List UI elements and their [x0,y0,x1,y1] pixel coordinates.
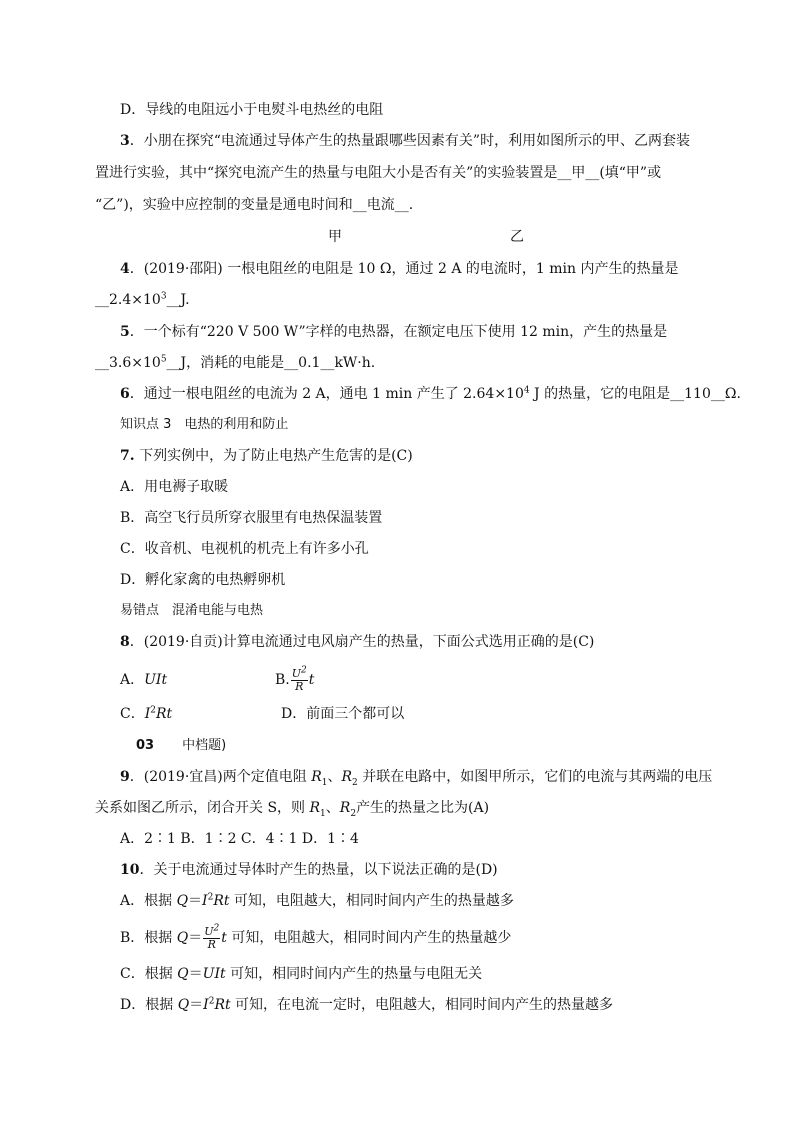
q9-line1: 9．(2019·宜昌)两个定值电阻 $R_1$、$R_2$ 并联在电路中，如图甲所示，它们的电流与其两端的电压 [120,769,713,788]
q5-line2: $\_\_3.6\times 10^5\_\_J$，消耗的电能是__0.1__kW·h. [95,354,376,371]
q4-line1: 4．(2019·邵阳) 一根电阻丝的电阻是 10 Ω，通过 2 A 的电流时，1 min 内产生的热量是 [120,261,679,277]
q5-answer2: __0.1__ [284,355,335,371]
q3-number: 3 [120,133,130,149]
q10-stem: 10．关于电流通过导体时产生的热量，以下说法正确的是(D) [120,862,498,878]
q3-answer1: __甲__ [557,165,600,181]
q4-number: 4 [120,261,130,277]
q10-option-d: D．根据 $Q=I^2Rt$ 可知，在电流一定时，电阻越大，相同时间内产生的热量越多 [120,996,614,1013]
section-heading-mid: 03 中档题) [136,738,227,753]
q10-option-a: A．根据 $Q=I^2Rt$ 可知，电阻越大，相同时间内产生的热量越多 [120,892,514,909]
q9-options: A．2∶1 B．1∶2 C．4∶1 D．1∶4 [120,831,359,847]
q7-option-c: C．收音机、电视机的机壳上有许多小孔 [120,541,369,557]
q8-number: 8 [120,634,130,650]
q7-option-d: D．孵化家禽的电热孵卵机 [120,572,286,588]
q10-b-fraction: $\frac{U^2}{R}$ [204,922,220,951]
section-heading-3: 知识点 3 电热的利用和防止 [120,417,289,432]
figure-label-yi: 乙 [510,229,524,245]
q8-option-b: B. $\frac{U^2}{R}$ t [275,664,315,693]
q7-number: 7. [120,448,135,464]
q4-line2: $\_\_2.4\times 10^3\_\_J$. [95,291,190,308]
q5-line1: 5．一个标有“220 V 500 W”字样的电热器，在额定电压下使用 12 min，产生的热量是 [120,324,668,340]
q3-line2: 置进行实验，其中“探究电流产生的热量与电阻大小是否有关”的实验装置是__甲__(填“甲”或 [95,165,662,181]
q8-option-a: A．UIt [120,672,168,688]
q6-line: 6．通过一根电阻丝的电流为 2 A，通电 1 min 产生了 $2.64\times 10^4$ J 的热量，它的电阻是__110__Ω. [120,385,741,402]
q3-line1: 3．小朋在探究“电流通过导体产生的热量跟哪些因素有关”时，利用如图所示的甲、乙两套装 [120,133,691,149]
q6-number: 6 [120,386,130,402]
q5-number: 5 [120,324,130,340]
q8-stem: 8．(2019·自贡)计算电流通过电风扇产生的热量，下面公式选用正确的是(C) [120,634,595,650]
q10-option-b: B．根据 Q＝ $\frac{U^2}{R}$ t 可知，电阻越大，相同时间内产生的热量越少 [120,922,512,951]
q6-answer: __110__ [670,386,725,402]
q8-b-fraction: $\frac{U^2}{R}$ [291,664,307,693]
q2-option-d: D．导线的电阻远小于电熨斗电热丝的电阻 [120,102,384,118]
q8-option-d: D．前面三个都可以 [281,706,405,722]
q3-answer2: __电流__ [352,197,409,213]
q7-option-b: B．高空飞行员所穿衣服里有电热保温装置 [120,510,383,526]
q4-answer: $\_\_2.4\times 10^3\_\_$ [95,291,181,308]
q9-number: 9 [120,769,130,785]
q9-line2: 关系如图乙所示，闭合开关 S，则 $R_1$、$R_2$产生的热量之比为(A) [95,800,490,819]
q10-number: 10 [120,862,140,878]
q8-option-c: C．$I^2Rt$ [120,705,173,722]
q7-stem: 7. 下列实例中，为了防止电热产生危害的是(C) [120,448,413,464]
q5-answer1: $\_\_3.6\times 10^5\_\_$ [95,354,181,371]
q3-line3: “乙”)，实验中应控制的变量是通电时间和__电流__. [95,197,414,213]
section-heading-error: 易错点 混淆电能与电热 [120,603,264,618]
figure-label-jia: 甲 [328,229,342,245]
q7-option-a: A．用电褥子取暖 [120,479,229,495]
q10-option-c: C．根据 Q＝UIt 可知，相同时间内产生的热量与电阻无关 [120,966,483,982]
